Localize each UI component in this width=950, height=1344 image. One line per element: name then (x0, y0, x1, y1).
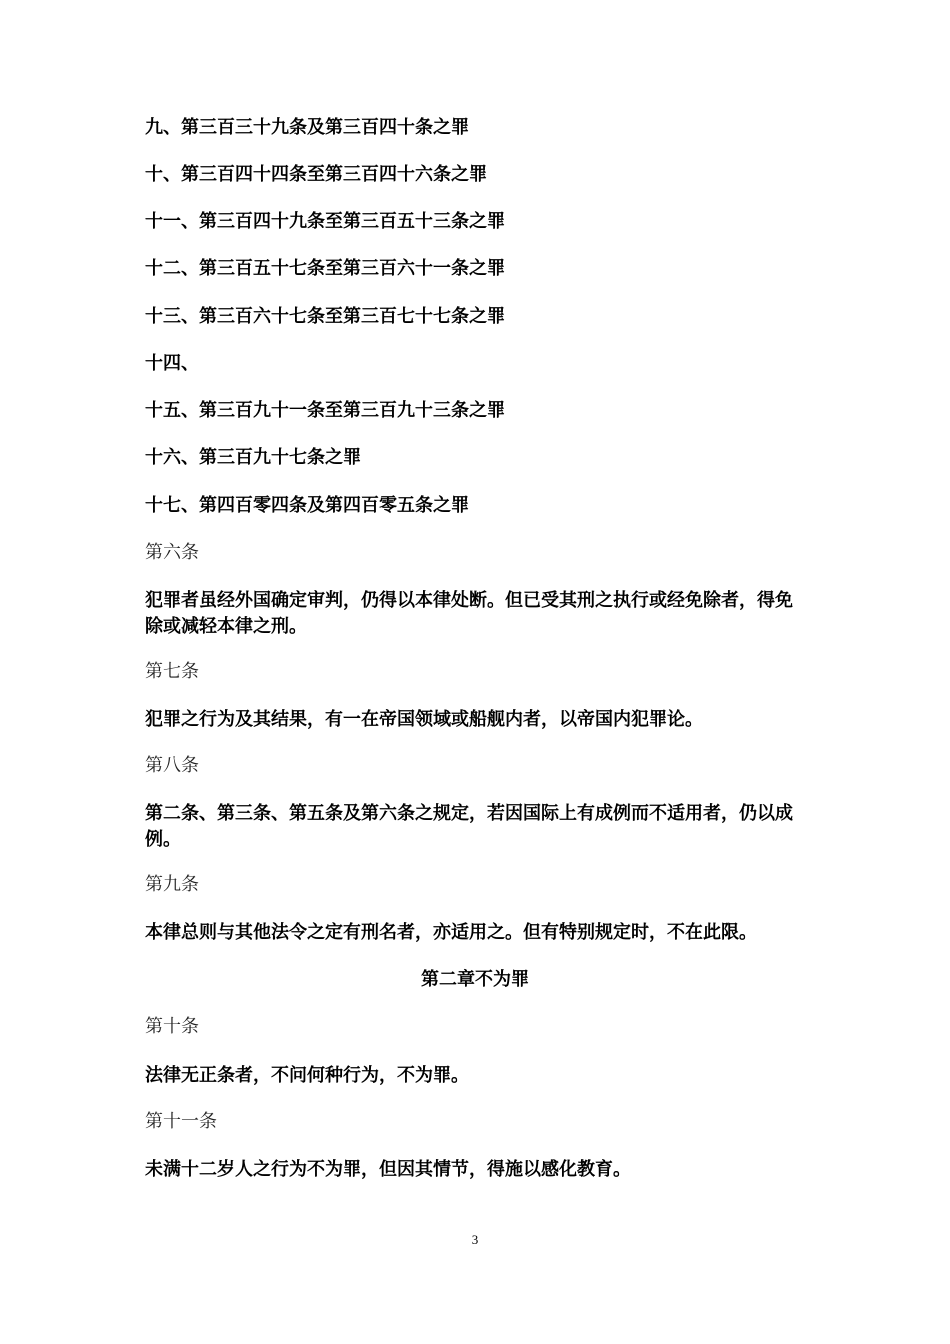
article-11-heading: 第十一条 (145, 1111, 217, 1132)
list-item-9: 九、第三百三十九条及第三百四十条之罪 (145, 117, 469, 138)
article-6-text: 犯罪者虽经外国确定审判，仍得以本律处断。但已受其刑之执行或经免除者，得免除或减轻本律之刑。 (145, 590, 793, 637)
list-item-14: 十四、 (145, 353, 199, 374)
article-7-text: 犯罪之行为及其结果，有一在帝国领域或船舰内者，以帝国内犯罪论。 (145, 709, 703, 730)
list-item-15: 十五、第三百九十一条至第三百九十三条之罪 (145, 400, 505, 421)
article-9-text: 本律总则与其他法令之定有刑名者，亦适用之。但有特别规定时，不在此限。 (145, 922, 757, 943)
list-item-16: 十六、第三百九十七条之罪 (145, 447, 361, 468)
page-number: 3 (471, 1232, 479, 1247)
article-10-text: 法律无正条者，不问何种行为，不为罪。 (145, 1065, 469, 1086)
article-10-heading: 第十条 (145, 1016, 199, 1037)
list-item-17: 十七、第四百零四条及第四百零五条之罪 (145, 495, 469, 516)
article-6-heading: 第六条 (145, 542, 199, 563)
article-11-text: 未满十二岁人之行为不为罪，但因其情节，得施以感化教育。 (145, 1159, 631, 1180)
article-9-heading: 第九条 (145, 874, 199, 895)
article-8-text: 第二条、第三条、第五条及第六条之规定，若因国际上有成例而不适用者，仍以成例。 (145, 803, 793, 850)
chapter-title: 第二章不为罪 (421, 969, 529, 990)
list-item-12: 十二、第三百五十七条至第三百六十一条之罪 (145, 258, 505, 279)
list-item-11: 十一、第三百四十九条至第三百五十三条之罪 (145, 211, 505, 232)
article-7-heading: 第七条 (145, 661, 199, 682)
article-8-heading: 第八条 (145, 755, 199, 776)
list-item-10: 十、第三百四十四条至第三百四十六条之罪 (145, 164, 487, 185)
list-item-13: 十三、第三百六十七条至第三百七十七条之罪 (145, 306, 505, 327)
